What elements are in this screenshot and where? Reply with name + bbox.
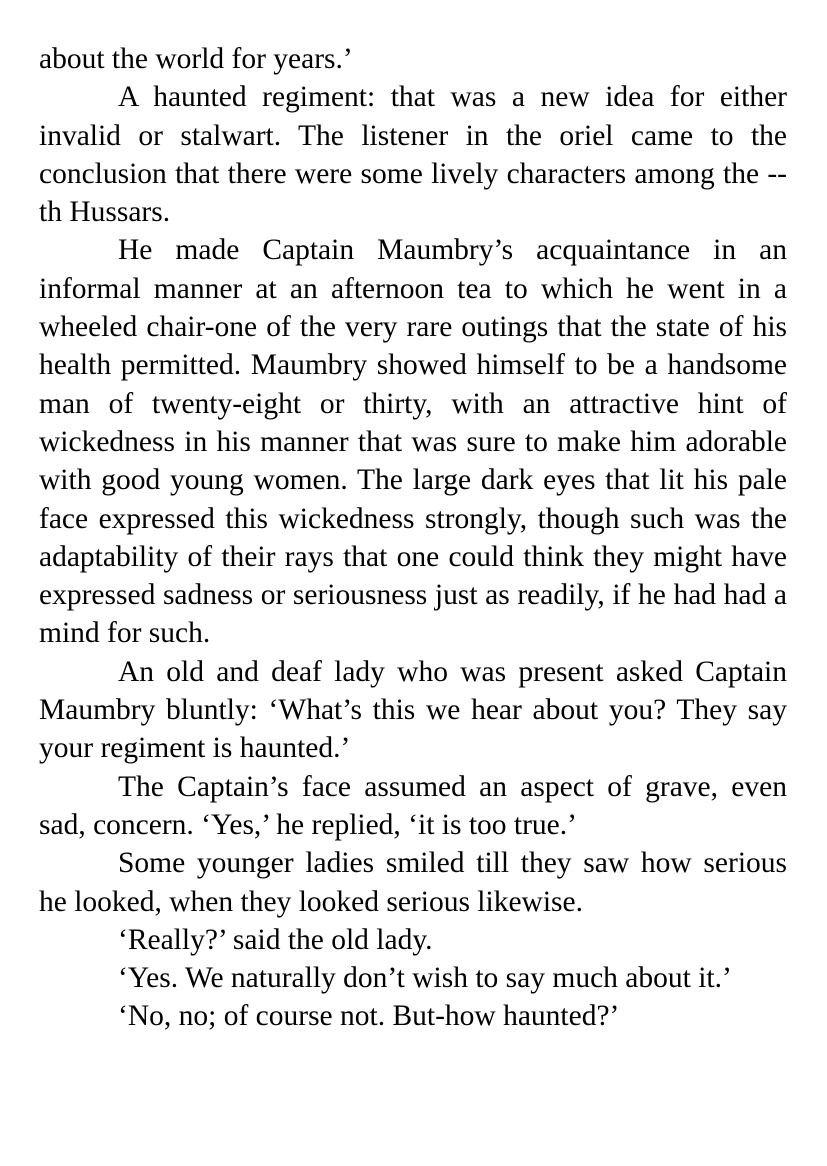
paragraph-really: ‘Really?’ said the old lady. <box>118 923 433 956</box>
paragraph-haunted-regiment: A haunted regiment: that was a new idea for either invalid or stalwart. The listener in the oriel came to the conclusion that there were some lively characters among the --th Hussars. <box>39 81 787 229</box>
book-page <box>39 40 787 1036</box>
paragraph-yes-naturally: ‘Yes. We naturally don’t wish to say much about it.’ <box>118 962 732 995</box>
paragraph-captain-reply: The Captain’s face assumed an aspect of grave, even sad, concern. ‘Yes,’ he replied, ‘it is too true.’ <box>39 770 787 841</box>
paragraph-deaf-lady: An old and deaf lady who was present asked Captain Maumbry bluntly: ‘What’s this we hear about you? They say your regiment is haunted.’ <box>39 655 787 765</box>
paragraph-how-haunted: ‘No, no; of course not. But-how haunted?’ <box>118 1000 620 1033</box>
paragraph-younger-ladies: Some younger ladies smiled till they saw how serious he looked, when they looked serious likewise. <box>39 847 787 918</box>
paragraph-captain-maumbry: He made Captain Maumbry’s acquaintance in an informal manner at an afternoon tea to which he went in a wheeled chair-one of the very rare outings that the state of his health permitted. Maumbry showed himself to be a handsome man of twenty-eight or thirty, with an attractive hint of wickedness in his manner that was sure to make him adorable with good young women. The large dark eyes that lit his pale face expressed this wickedness strongly, though such was the adaptability of their rays that one could think they might have expressed sadness or seriousness just as readily, if he had had a mind for such. <box>39 234 787 650</box>
paragraph-continued: about the world for years.’ <box>39 43 353 75</box>
